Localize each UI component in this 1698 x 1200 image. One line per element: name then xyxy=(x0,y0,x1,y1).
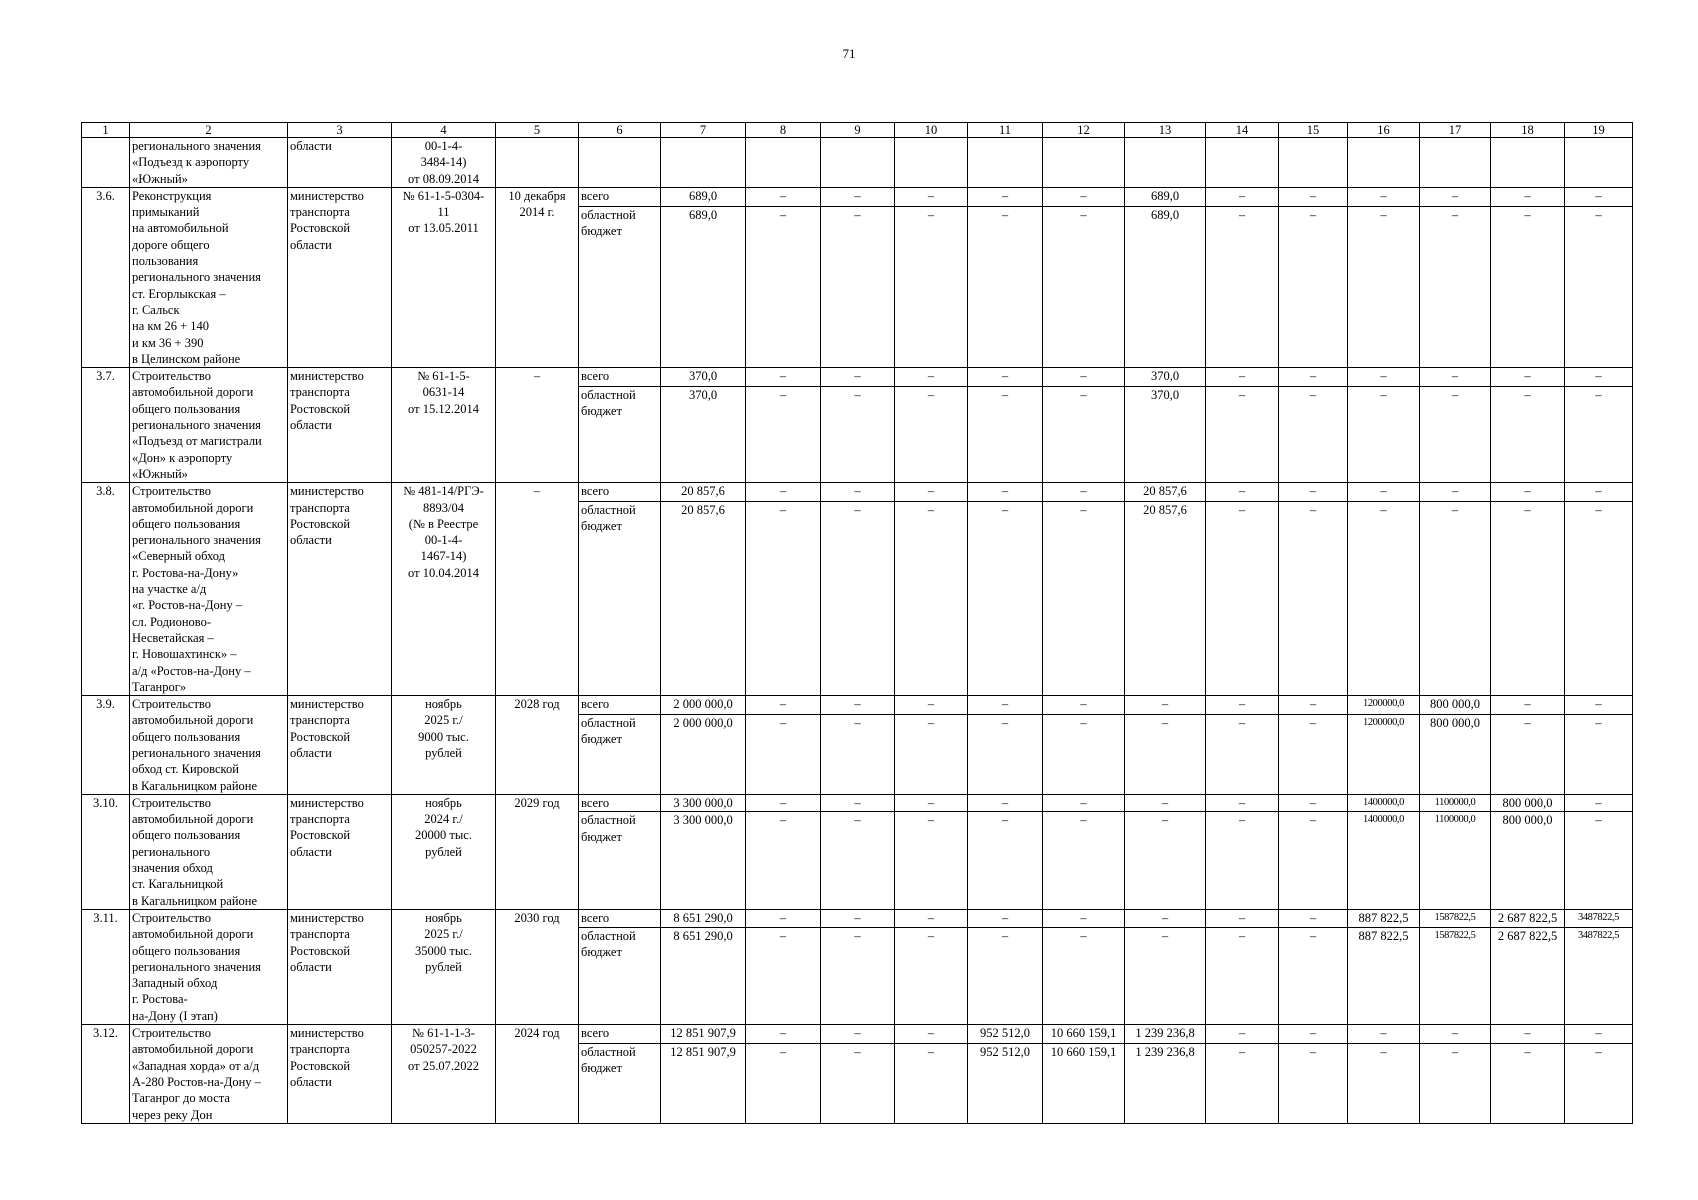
program-table xyxy=(81,122,1633,1124)
funding-source: всего xyxy=(579,696,661,715)
object-name: Строительство автомобильной дороги общего пользования регионального значения обход ст. Кагальницкой в Кагальницком районе xyxy=(130,794,288,909)
table-row xyxy=(82,483,1633,502)
year-amount: – xyxy=(1279,909,1348,927)
year-amount: 1400000,0 xyxy=(1348,794,1420,812)
year-amount: – xyxy=(968,187,1043,206)
responsible-agency: министерство транспорта Ростовской области xyxy=(288,696,392,795)
funding-source: всего xyxy=(579,909,661,927)
year-amount: 370,0 xyxy=(1125,368,1206,387)
completion-deadline: – xyxy=(496,483,579,696)
year-amount: 1587822,5 xyxy=(1420,909,1491,927)
column-numbers-row xyxy=(82,123,1633,138)
year-amount: 800 000,0 xyxy=(1491,812,1565,910)
year-amount: – xyxy=(895,368,968,387)
funding-source: областной бюджет xyxy=(579,206,661,368)
year-amount: – xyxy=(1279,368,1348,387)
empty-cell xyxy=(1491,138,1565,188)
year-amount: – xyxy=(1279,927,1348,1024)
year-amount: 3487822,5 xyxy=(1565,909,1633,927)
year-amount: 689,0 xyxy=(1125,206,1206,368)
year-amount: 689,0 xyxy=(1125,187,1206,206)
year-amount: – xyxy=(895,909,968,927)
column-number: 15 xyxy=(1279,123,1348,138)
project-document: № 481-14/РГЭ- 8893/04 (№ в Реестре 00-1-4- 1467-14) от 10.04.2014 xyxy=(392,483,496,696)
year-amount: – xyxy=(821,927,895,1024)
column-number: 10 xyxy=(895,123,968,138)
column-number: 19 xyxy=(1565,123,1633,138)
year-amount: – xyxy=(1043,501,1125,695)
year-amount: – xyxy=(968,812,1043,910)
empty-cell xyxy=(1125,138,1206,188)
year-amount: – xyxy=(1279,206,1348,368)
project-document: ноябрь 2025 г./ 9000 тыс. рублей xyxy=(392,696,496,795)
year-amount: – xyxy=(1565,187,1633,206)
object-name: регионального значения «Подъезд к аэропорту «Южный» xyxy=(130,138,288,188)
year-amount: – xyxy=(1206,927,1279,1024)
total-amount: 20 857,6 xyxy=(661,501,746,695)
year-amount: – xyxy=(968,794,1043,812)
year-amount: 1 239 236,8 xyxy=(1125,1025,1206,1044)
year-amount: – xyxy=(1043,206,1125,368)
column-number: 13 xyxy=(1125,123,1206,138)
responsible-agency: министерство транспорта Ростовской области xyxy=(288,1025,392,1124)
empty-cell xyxy=(1206,138,1279,188)
row-number: 3.7. xyxy=(82,368,130,483)
year-amount: – xyxy=(1206,386,1279,483)
funding-source: всего xyxy=(579,1025,661,1044)
year-amount: – xyxy=(1348,483,1420,502)
year-amount: – xyxy=(1491,187,1565,206)
year-amount: – xyxy=(821,386,895,483)
responsible-agency: министерство транспорта Ростовской области xyxy=(288,187,392,367)
empty-cell xyxy=(968,138,1043,188)
empty-cell xyxy=(1565,138,1633,188)
year-amount: – xyxy=(1491,1043,1565,1123)
year-amount: – xyxy=(1565,714,1633,794)
year-amount: 2 687 822,5 xyxy=(1491,927,1565,1024)
year-amount: – xyxy=(1043,927,1125,1024)
project-document: ноябрь 2025 г./ 35000 тыс. рублей xyxy=(392,909,496,1024)
year-amount: 1200000,0 xyxy=(1348,696,1420,715)
year-amount: – xyxy=(1491,1025,1565,1044)
year-amount: 952 512,0 xyxy=(968,1025,1043,1044)
completion-deadline: 2029 год xyxy=(496,794,579,909)
table-row xyxy=(82,909,1633,927)
total-amount: 689,0 xyxy=(661,187,746,206)
year-amount: 800 000,0 xyxy=(1491,794,1565,812)
responsible-agency: министерство транспорта Ростовской области xyxy=(288,483,392,696)
year-amount: – xyxy=(821,206,895,368)
object-name: Строительство автомобильной дороги общего пользования регионального значения «Северный обход г. Ростова-на-Дону» на участке а/д «г. Ростов-на-Дону – сл. Родионово- Несветайская – г. Новошахтинск» – а/д «Ростов-на-Дону – Таганрог» xyxy=(130,483,288,696)
year-amount: – xyxy=(746,909,821,927)
total-amount: 2 000 000,0 xyxy=(661,714,746,794)
year-amount: – xyxy=(1206,483,1279,502)
total-amount: 3 300 000,0 xyxy=(661,794,746,812)
year-amount: – xyxy=(1420,1025,1491,1044)
year-amount: – xyxy=(1206,501,1279,695)
year-amount: – xyxy=(1279,501,1348,695)
year-amount: – xyxy=(1206,812,1279,910)
year-amount: 952 512,0 xyxy=(968,1043,1043,1123)
empty-cell xyxy=(1348,138,1420,188)
year-amount: – xyxy=(968,696,1043,715)
year-amount: 1100000,0 xyxy=(1420,794,1491,812)
empty-cell xyxy=(579,138,661,188)
responsible-agency: министерство транспорта Ростовской области xyxy=(288,368,392,483)
year-amount: – xyxy=(968,927,1043,1024)
year-amount: 20 857,6 xyxy=(1125,501,1206,695)
table-row xyxy=(82,368,1633,387)
year-amount: – xyxy=(1279,812,1348,910)
year-amount: – xyxy=(821,187,895,206)
year-amount: 2 687 822,5 xyxy=(1491,909,1565,927)
year-amount: 1 239 236,8 xyxy=(1125,1043,1206,1123)
year-amount: – xyxy=(895,206,968,368)
year-amount: – xyxy=(1279,1025,1348,1044)
year-amount: 370,0 xyxy=(1125,386,1206,483)
year-amount: 1100000,0 xyxy=(1420,812,1491,910)
row-number: 3.9. xyxy=(82,696,130,795)
year-amount: 887 822,5 xyxy=(1348,927,1420,1024)
total-amount: 12 851 907,9 xyxy=(661,1025,746,1044)
row-number: 3.11. xyxy=(82,909,130,1024)
year-amount: – xyxy=(1206,187,1279,206)
year-amount: – xyxy=(821,812,895,910)
funding-source: всего xyxy=(579,794,661,812)
total-amount: 3 300 000,0 xyxy=(661,812,746,910)
year-amount: – xyxy=(1279,483,1348,502)
year-amount: 800 000,0 xyxy=(1420,696,1491,715)
year-amount: – xyxy=(1348,1043,1420,1123)
empty-cell xyxy=(496,138,579,188)
year-amount: – xyxy=(1348,1025,1420,1044)
year-amount: – xyxy=(1565,386,1633,483)
total-amount: 370,0 xyxy=(661,368,746,387)
year-amount: – xyxy=(1125,909,1206,927)
year-amount: – xyxy=(746,483,821,502)
year-amount: – xyxy=(1125,714,1206,794)
year-amount: – xyxy=(821,368,895,387)
year-amount: – xyxy=(1043,714,1125,794)
year-amount: – xyxy=(968,909,1043,927)
year-amount: – xyxy=(1420,386,1491,483)
funding-source: областной бюджет xyxy=(579,812,661,910)
total-amount: 2 000 000,0 xyxy=(661,696,746,715)
year-amount: – xyxy=(821,501,895,695)
year-amount: – xyxy=(746,1043,821,1123)
funding-source: областной бюджет xyxy=(579,386,661,483)
empty-cell xyxy=(661,138,746,188)
empty-cell xyxy=(1279,138,1348,188)
funding-source: областной бюджет xyxy=(579,501,661,695)
year-amount: – xyxy=(1043,696,1125,715)
year-amount: 1200000,0 xyxy=(1348,714,1420,794)
total-amount: 12 851 907,9 xyxy=(661,1043,746,1123)
year-amount: – xyxy=(1206,909,1279,927)
year-amount: – xyxy=(746,927,821,1024)
year-amount: – xyxy=(746,206,821,368)
year-amount: – xyxy=(1420,187,1491,206)
year-amount: – xyxy=(1043,368,1125,387)
year-amount: 10 660 159,1 xyxy=(1043,1025,1125,1044)
row-number xyxy=(82,138,130,188)
year-amount: – xyxy=(746,812,821,910)
year-amount: – xyxy=(821,1025,895,1044)
table-row xyxy=(82,138,1633,188)
year-amount: 10 660 159,1 xyxy=(1043,1043,1125,1123)
year-amount: – xyxy=(1125,794,1206,812)
year-amount: – xyxy=(1565,1025,1633,1044)
funding-source: областной бюджет xyxy=(579,927,661,1024)
column-number: 11 xyxy=(968,123,1043,138)
year-amount: 1587822,5 xyxy=(1420,927,1491,1024)
empty-cell xyxy=(1420,138,1491,188)
year-amount: – xyxy=(1279,386,1348,483)
year-amount: – xyxy=(1565,483,1633,502)
year-amount: – xyxy=(1279,187,1348,206)
empty-cell xyxy=(821,138,895,188)
column-number: 2 xyxy=(130,123,288,138)
year-amount: – xyxy=(1043,483,1125,502)
year-amount: – xyxy=(1491,501,1565,695)
completion-deadline: 2030 год xyxy=(496,909,579,1024)
year-amount: – xyxy=(968,501,1043,695)
year-amount: – xyxy=(1565,812,1633,910)
project-document: № 61-1-1-3- 050257-2022 от 25.07.2022 xyxy=(392,1025,496,1124)
year-amount: – xyxy=(821,483,895,502)
year-amount: – xyxy=(968,368,1043,387)
year-amount: – xyxy=(1565,696,1633,715)
year-amount: – xyxy=(746,501,821,695)
year-amount: – xyxy=(895,187,968,206)
responsible-agency: области xyxy=(288,138,392,188)
column-number: 8 xyxy=(746,123,821,138)
year-amount: – xyxy=(1206,206,1279,368)
project-document: 00-1-4- 3484-14) от 08.09.2014 xyxy=(392,138,496,188)
year-amount: – xyxy=(1125,812,1206,910)
project-document: № 61-1-5- 0631-14 от 15.12.2014 xyxy=(392,368,496,483)
year-amount: – xyxy=(895,794,968,812)
object-name: Строительство автомобильной дороги общего пользования регионального значения обход ст. Кировской в Кагальницком районе xyxy=(130,696,288,795)
year-amount: – xyxy=(895,386,968,483)
empty-cell xyxy=(895,138,968,188)
year-amount: – xyxy=(1125,927,1206,1024)
year-amount: – xyxy=(1491,386,1565,483)
year-amount: – xyxy=(968,714,1043,794)
year-amount: – xyxy=(746,714,821,794)
year-amount: – xyxy=(1043,794,1125,812)
year-amount: – xyxy=(821,714,895,794)
row-number: 3.12. xyxy=(82,1025,130,1124)
year-amount: – xyxy=(895,1025,968,1044)
year-amount: – xyxy=(1206,1043,1279,1123)
year-amount: – xyxy=(746,386,821,483)
year-amount: – xyxy=(1565,794,1633,812)
funding-source: всего xyxy=(579,483,661,502)
year-amount: – xyxy=(821,909,895,927)
year-amount: – xyxy=(1491,696,1565,715)
year-amount: – xyxy=(821,696,895,715)
empty-cell xyxy=(746,138,821,188)
year-amount: – xyxy=(1206,368,1279,387)
year-amount: – xyxy=(1348,386,1420,483)
object-name: Строительство автомобильной дороги «Западная хорда» от а/д А-280 Ростов-на-Дону – Таганрог до моста через реку Дон xyxy=(130,1025,288,1124)
year-amount: – xyxy=(895,1043,968,1123)
year-amount: – xyxy=(1206,1025,1279,1044)
year-amount: – xyxy=(1279,696,1348,715)
year-amount: – xyxy=(968,483,1043,502)
year-amount: – xyxy=(895,696,968,715)
year-amount: 20 857,6 xyxy=(1125,483,1206,502)
year-amount: – xyxy=(1206,714,1279,794)
page-number: 71 xyxy=(842,46,856,61)
funding-source: областной бюджет xyxy=(579,714,661,794)
project-document: № 61-1-5-0304- 11 от 13.05.2011 xyxy=(392,187,496,367)
year-amount: – xyxy=(1043,386,1125,483)
column-number: 9 xyxy=(821,123,895,138)
column-number: 12 xyxy=(1043,123,1125,138)
row-number: 3.6. xyxy=(82,187,130,367)
column-number: 17 xyxy=(1420,123,1491,138)
row-number: 3.10. xyxy=(82,794,130,909)
year-amount: – xyxy=(895,501,968,695)
year-amount: – xyxy=(1125,696,1206,715)
object-name: Реконструкция примыканий на автомобильной дороге общего пользования регионального значения ст. Егорлыкская – г. Сальск на км 26 + 140 и км 36 + 390 в Целинском районе xyxy=(130,187,288,367)
year-amount: – xyxy=(746,794,821,812)
table-body xyxy=(82,123,1633,1124)
year-amount: 1400000,0 xyxy=(1348,812,1420,910)
column-number: 16 xyxy=(1348,123,1420,138)
year-amount: – xyxy=(1491,483,1565,502)
year-amount: – xyxy=(1348,206,1420,368)
year-amount: – xyxy=(1279,1043,1348,1123)
funding-source: всего xyxy=(579,187,661,206)
column-number: 3 xyxy=(288,123,392,138)
responsible-agency: министерство транспорта Ростовской области xyxy=(288,794,392,909)
column-number: 5 xyxy=(496,123,579,138)
empty-cell xyxy=(1043,138,1125,188)
year-amount: – xyxy=(1206,794,1279,812)
column-number: 7 xyxy=(661,123,746,138)
year-amount: – xyxy=(1348,187,1420,206)
year-amount: – xyxy=(1565,206,1633,368)
year-amount: – xyxy=(746,696,821,715)
year-amount: – xyxy=(895,927,968,1024)
total-amount: 689,0 xyxy=(661,206,746,368)
column-number: 4 xyxy=(392,123,496,138)
year-amount: – xyxy=(1279,794,1348,812)
column-number: 1 xyxy=(82,123,130,138)
column-number: 14 xyxy=(1206,123,1279,138)
total-amount: 20 857,6 xyxy=(661,483,746,502)
year-amount: – xyxy=(1420,368,1491,387)
year-amount: – xyxy=(895,812,968,910)
year-amount: 800 000,0 xyxy=(1420,714,1491,794)
completion-deadline: 2024 год xyxy=(496,1025,579,1124)
total-amount: 8 651 290,0 xyxy=(661,927,746,1024)
year-amount: – xyxy=(1348,501,1420,695)
project-document: ноябрь 2024 г./ 20000 тыс. рублей xyxy=(392,794,496,909)
year-amount: – xyxy=(1420,1043,1491,1123)
funding-source: областной бюджет xyxy=(579,1043,661,1123)
completion-deadline: – xyxy=(496,368,579,483)
year-amount: – xyxy=(1420,206,1491,368)
total-amount: 370,0 xyxy=(661,386,746,483)
year-amount: – xyxy=(1043,187,1125,206)
year-amount: – xyxy=(1565,501,1633,695)
funding-source: всего xyxy=(579,368,661,387)
year-amount: – xyxy=(746,368,821,387)
year-amount: – xyxy=(895,714,968,794)
year-amount: – xyxy=(746,1025,821,1044)
year-amount: – xyxy=(895,483,968,502)
object-name: Строительство автомобильной дороги общего пользования регионального значения «Подъезд от магистрали «Дон» к аэропорту «Южный» xyxy=(130,368,288,483)
object-name: Строительство автомобильной дороги общего пользования регионального значения Западный обход г. Ростова- на-Дону (I этап) xyxy=(130,909,288,1024)
responsible-agency: министерство транспорта Ростовской области xyxy=(288,909,392,1024)
total-amount: 8 651 290,0 xyxy=(661,909,746,927)
year-amount: – xyxy=(1420,501,1491,695)
year-amount: – xyxy=(1279,714,1348,794)
year-amount: – xyxy=(1491,206,1565,368)
year-amount: – xyxy=(1491,714,1565,794)
column-number: 6 xyxy=(579,123,661,138)
year-amount: – xyxy=(821,794,895,812)
year-amount: – xyxy=(968,386,1043,483)
year-amount: – xyxy=(1348,368,1420,387)
year-amount: 3487822,5 xyxy=(1565,927,1633,1024)
table-row xyxy=(82,187,1633,206)
table-row xyxy=(82,794,1633,812)
year-amount: – xyxy=(1565,368,1633,387)
completion-deadline: 10 декабря 2014 г. xyxy=(496,187,579,367)
column-number: 18 xyxy=(1491,123,1565,138)
year-amount: – xyxy=(821,1043,895,1123)
year-amount: – xyxy=(1043,909,1125,927)
year-amount: – xyxy=(1043,812,1125,910)
row-number: 3.8. xyxy=(82,483,130,696)
table-row xyxy=(82,696,1633,715)
year-amount: – xyxy=(746,187,821,206)
year-amount: 887 822,5 xyxy=(1348,909,1420,927)
completion-deadline: 2028 год xyxy=(496,696,579,795)
year-amount: – xyxy=(1206,696,1279,715)
table-row xyxy=(82,1025,1633,1044)
year-amount: – xyxy=(968,206,1043,368)
year-amount: – xyxy=(1491,368,1565,387)
year-amount: – xyxy=(1420,483,1491,502)
year-amount: – xyxy=(1565,1043,1633,1123)
